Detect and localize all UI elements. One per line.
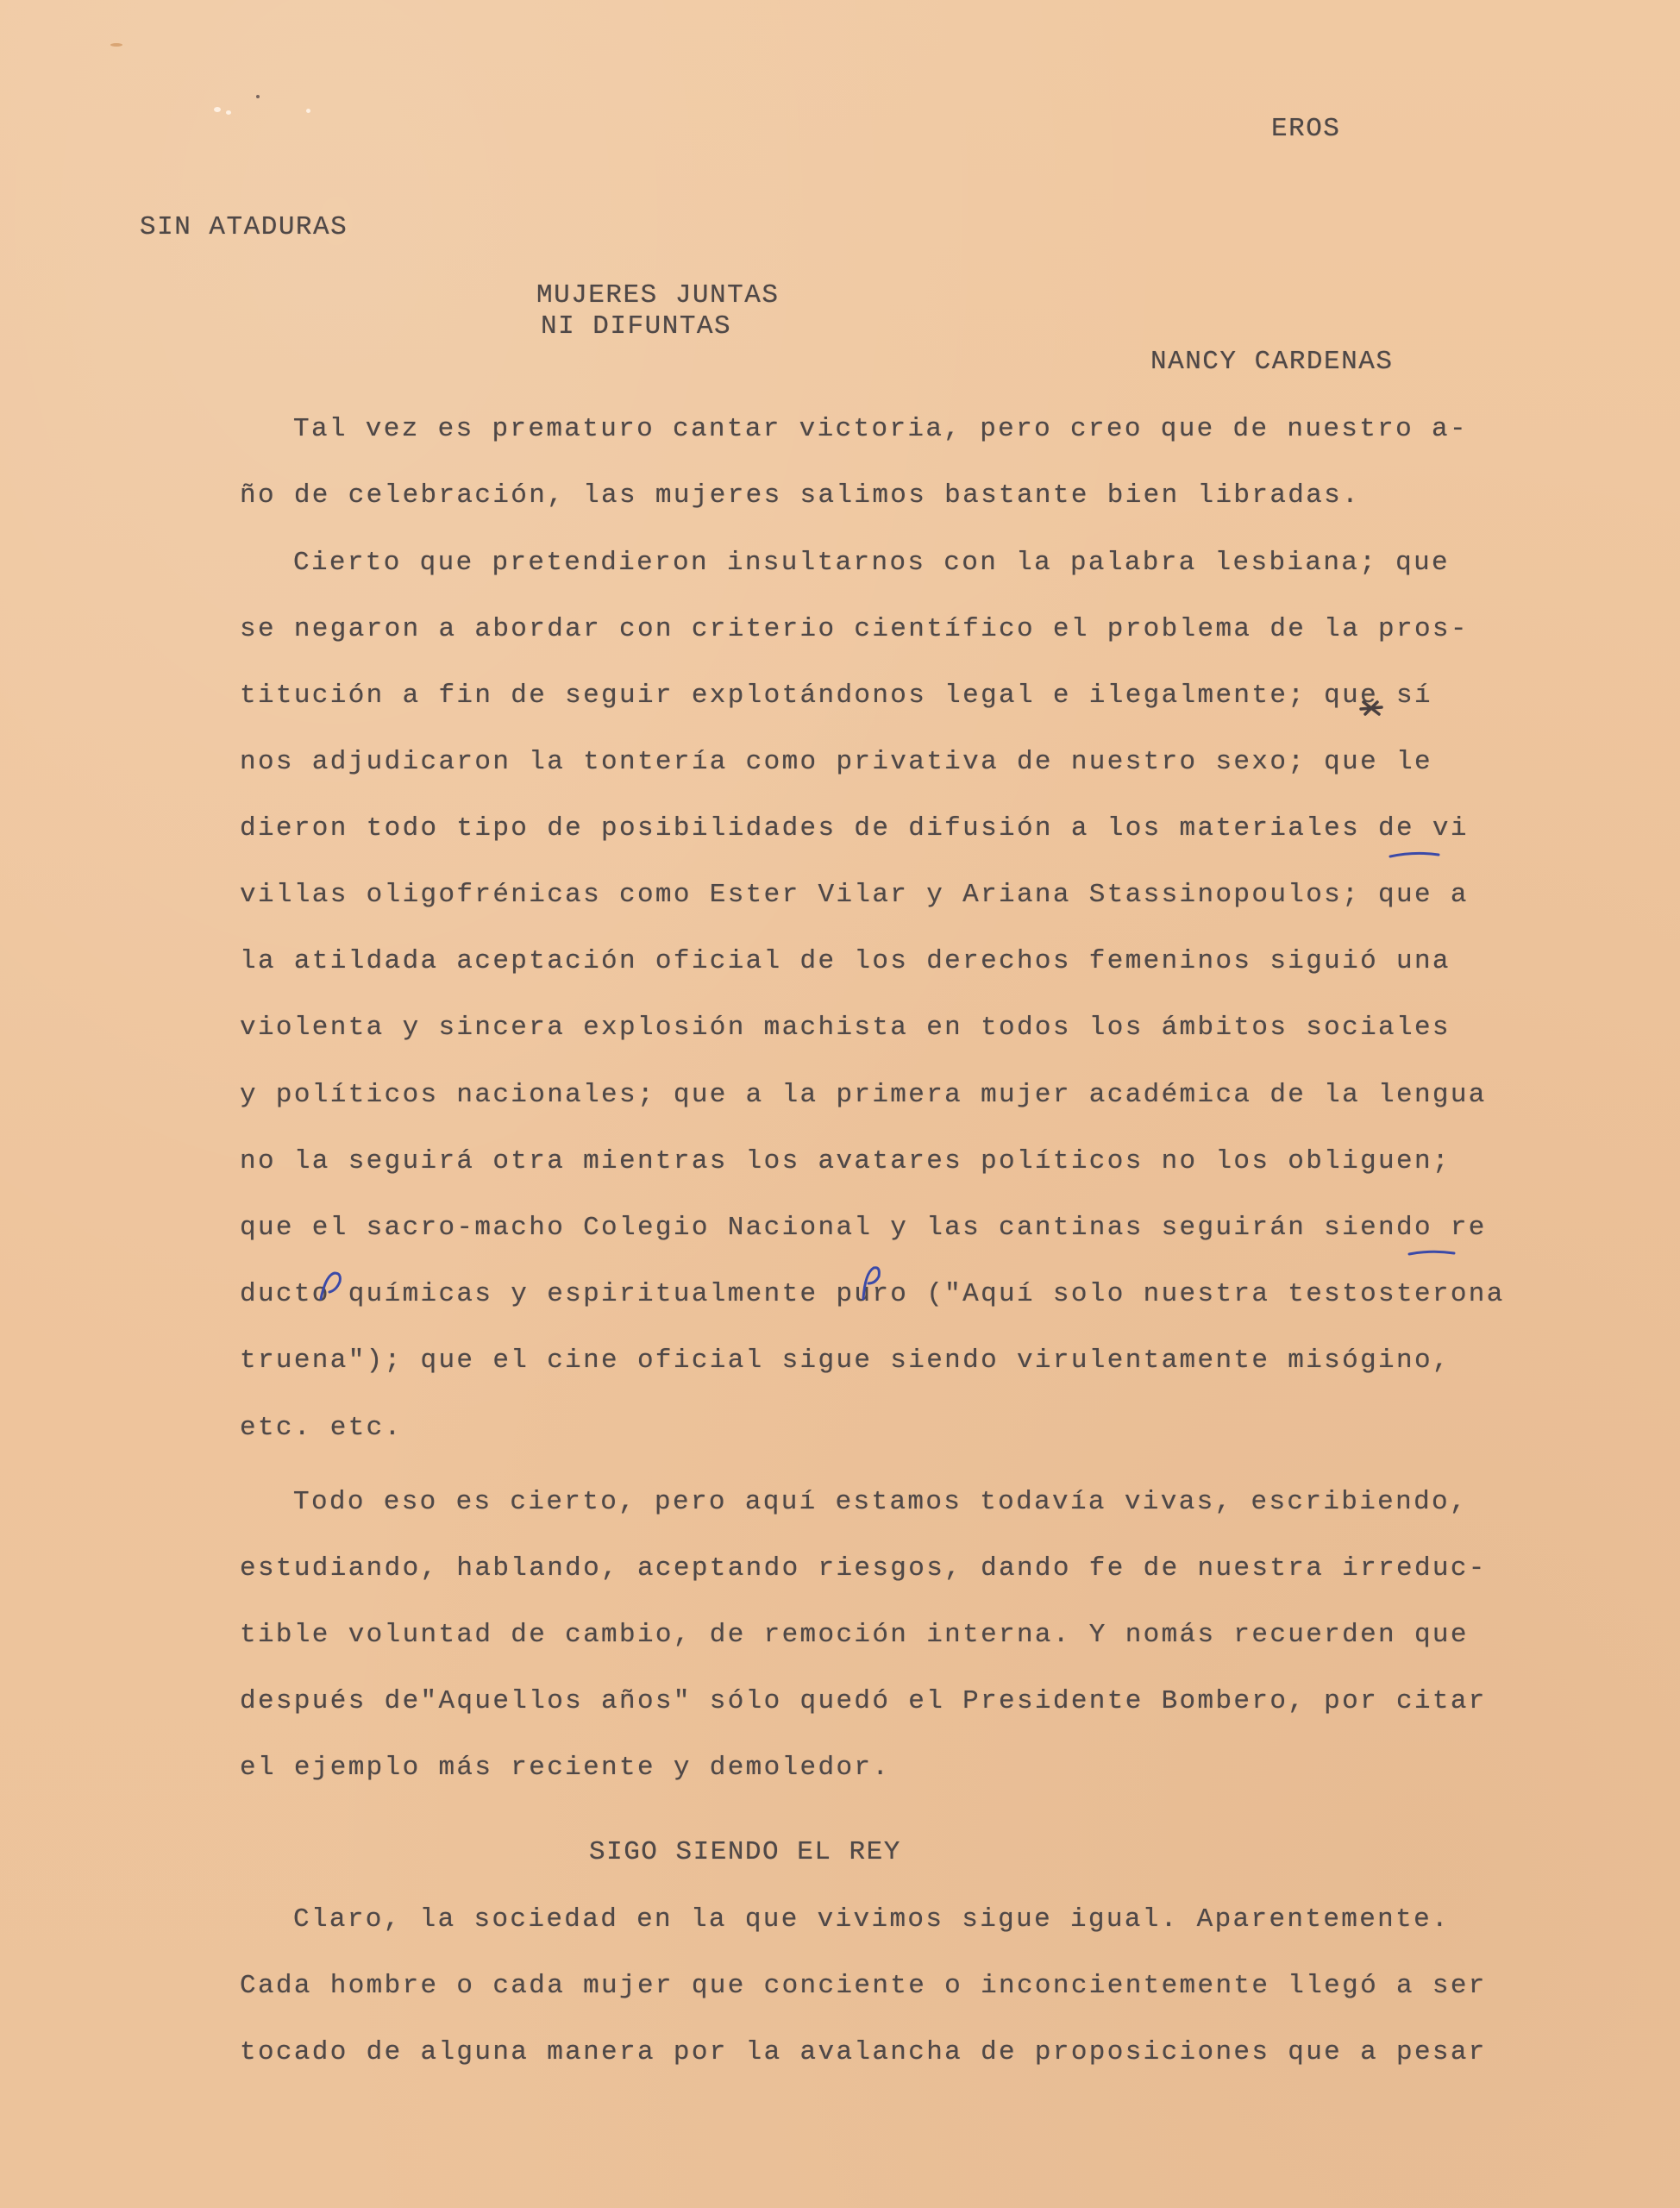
body-line: violenta y sincera explosión machista en todos los ámbitos sociales bbox=[240, 1013, 1451, 1043]
body-line: ducto químicas y espiritualmente puro ("Aquí solo nuestra testosterona bbox=[240, 1279, 1505, 1309]
paper-speck bbox=[226, 110, 231, 115]
article-title-line-2: NI DIFUNTAS bbox=[541, 311, 732, 342]
ink-insertion-mark bbox=[858, 1261, 884, 1302]
body-line: etc. etc. bbox=[240, 1413, 403, 1443]
article-title-line-1: MUJERES JUNTAS bbox=[536, 280, 780, 310]
ink-insertion-mark bbox=[317, 1266, 347, 1304]
body-line: titución a fin de seguir explotándonos legal e ilegalmente; que sí bbox=[240, 681, 1432, 711]
body-line: Claro, la sociedad en la que vivimos sigue igual. Aparentemente. bbox=[293, 1904, 1450, 1935]
body-line: villas oligofrénicas como Ester Vilar y Ariana Stassinopoulos; que a bbox=[240, 880, 1469, 910]
author-name: NANCY CARDENAS bbox=[1150, 347, 1394, 377]
ink-strikeout-mark bbox=[1358, 697, 1384, 719]
body-line: Todo eso es cierto, pero aquí estamos todavía vivas, escribiendo, bbox=[293, 1487, 1468, 1517]
ink-underline-mark bbox=[1407, 1247, 1456, 1259]
subheading: SIGO SIENDO EL REY bbox=[589, 1837, 901, 1867]
ink-underline-mark bbox=[1389, 850, 1440, 862]
body-line: nos adjudicaron la tontería como privativa de nuestro sexo; que le bbox=[240, 747, 1432, 777]
body-line: tible voluntad de cambio, de remoción interna. Y nomás recuerden que bbox=[240, 1620, 1469, 1650]
body-line: no la seguirá otra mientras los avatares políticos no los obliguen; bbox=[240, 1146, 1451, 1176]
body-line: que el sacro-macho Colegio Nacional y las cantinas seguirán siendo re bbox=[240, 1213, 1487, 1243]
section-label: SIN ATADURAS bbox=[140, 212, 348, 242]
body-line: se negaron a abordar con criterio científico el problema de la pros- bbox=[240, 614, 1469, 644]
body-line: después de"Aquellos años" sólo quedó el Presidente Bombero, por citar bbox=[240, 1686, 1487, 1716]
body-line: la atildada aceptación oficial de los derechos femeninos siguió una bbox=[240, 946, 1451, 976]
body-line: Cada hombre o cada mujer que conciente o inconcientemente llegó a ser bbox=[240, 1971, 1487, 2001]
body-line: Cierto que pretendieron insultarnos con la palabra lesbiana; que bbox=[293, 548, 1450, 578]
corner-label: EROS bbox=[1271, 114, 1341, 144]
body-line: truena"); que el cine oficial sigue siendo virulentamente misógino, bbox=[240, 1346, 1451, 1376]
body-line: tocado de alguna manera por la avalancha de proposiciones que a pesar bbox=[240, 2037, 1487, 2067]
body-line: ño de celebración, las mujeres salimos bastante bien libradas. bbox=[240, 480, 1361, 511]
body-line: estudiando, hablando, aceptando riesgos, dando fe de nuestra irreduc- bbox=[240, 1553, 1487, 1584]
paper-speck bbox=[214, 107, 221, 112]
body-line: y políticos nacionales; que a la primera mujer académica de la lengua bbox=[240, 1080, 1487, 1110]
body-line: Tal vez es prematuro cantar victoria, pero creo que de nuestro a- bbox=[293, 414, 1468, 444]
body-line: el ejemplo más reciente y demoledor. bbox=[240, 1753, 891, 1783]
body-line: dieron todo tipo de posibilidades de difusión a los materiales de vi bbox=[240, 813, 1469, 844]
paper-speck bbox=[306, 109, 310, 113]
paper-speck bbox=[110, 43, 122, 47]
paper-speck bbox=[256, 95, 260, 98]
